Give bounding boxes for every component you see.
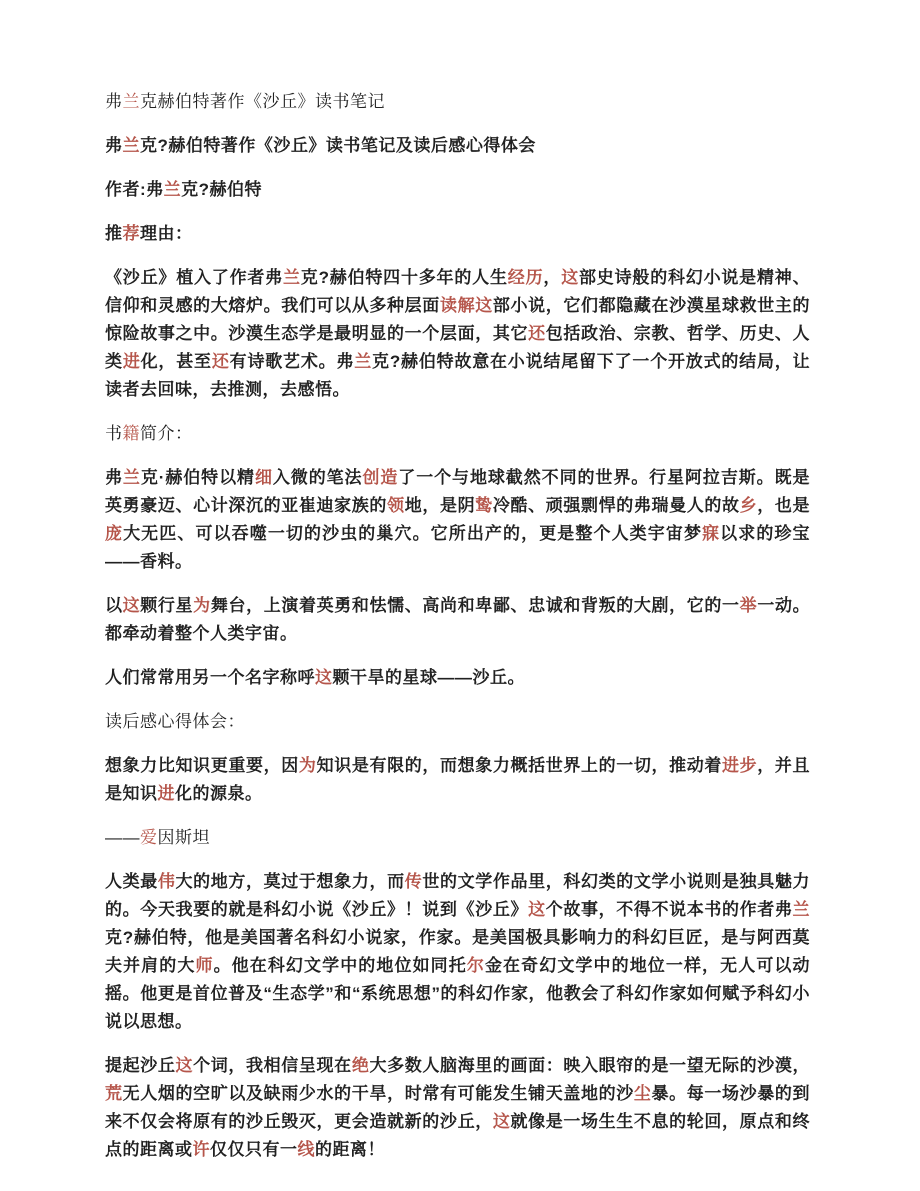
highlighted-text: 爱 [140,828,158,847]
highlighted-text: 这 [175,1056,194,1075]
text-segment: 金在奇幻文学中的地位一样，无人可以动摇。他更是首位普及“生态学”和“系统思想”的科幻作家，他教会了科幻作家如何赋予科幻小说以思想。 [105,956,811,1031]
highlighted-text: 创造 [362,468,399,487]
highlighted-text: 师 [195,956,214,975]
highlighted-text: 兰 [354,352,373,371]
highlighted-text: 兰 [163,180,182,199]
subtitle-line [105,132,810,160]
text-segment: 大的地方，莫过于想象力，而 [175,872,405,891]
text-segment: 。他在科幻文学中的地位如同托 [213,956,467,975]
highlighted-text: 荐 [122,224,140,243]
highlighted-text: 这 [315,668,333,687]
highlighted-text: 细 [254,468,273,487]
highlighted-text: 传 [404,872,423,891]
highlighted-text: 绝 [351,1056,370,1075]
stage-paragraph [105,592,810,648]
highlighted-text: 进 [157,784,175,803]
text-segment: 克?赫伯特 [181,180,263,199]
text-segment: 因斯坦 [157,828,210,847]
text-segment: 地，是阴 [404,496,476,515]
text-segment: 《沙丘》植入了作者弗 [105,268,283,287]
text-segment: 冷酷、顽强剽悍的弗瑞曼人的故 [492,496,740,515]
text-segment: 克·赫伯特以精 [140,468,255,487]
text-segment: 弗 [105,92,123,111]
highlighted-text: 这 [561,268,579,287]
author-line [105,176,810,204]
text-segment: ， [543,268,562,287]
einstein-attribution [105,824,810,852]
highlighted-text: 这 [528,900,546,919]
highlighted-text: 线 [297,1140,315,1159]
text-segment: 弗 [105,468,123,487]
text-segment: 部史诗般的科幻小说是精神、信仰和灵感的大熔炉。我们可以从多种层面 [105,268,811,315]
highlighted-text: 寐 [702,524,721,543]
highlighted-text: 兰 [282,268,301,287]
highlighted-text: 伟 [157,872,176,891]
highlighted-text: 这 [475,296,493,315]
text-segment: 一动。都牵动着整个人类宇宙。 [105,596,811,643]
text-segment: 了一个与地球截然不同的世界。行星阿拉吉斯。既是英勇豪迈、心计深沉的亚崔迪家族的 [105,468,811,515]
text-segment: 提起沙丘 [105,1056,176,1075]
text-segment: 作者:弗 [105,180,164,199]
highlighted-text: 兰 [122,468,141,487]
highlighted-text: 进步 [722,756,758,775]
text-segment: —— [105,828,140,847]
highlighted-text: 兰 [122,92,140,111]
text-segment: 的距离！ [315,1140,385,1159]
book-intro-paragraph [105,464,810,576]
highlighted-text: 进 [122,352,141,371]
text-segment: 克?赫伯特故意在小说结尾留下了一个开放式的结局，让读者去回味，去推测，去感悟。 [105,352,811,399]
title-line [105,88,810,116]
highlighted-text: 鸷 [475,496,493,515]
highlighted-text: 这 [122,596,141,615]
text-segment: 人们常常用另一个名字称呼 [105,668,315,687]
text-segment: 部小说，它们都隐藏在沙漠星球救世主的惊险故事之中。沙漠生态学是最明显的一个层面，其它 [105,296,811,343]
book-intro-heading [105,420,810,448]
text-segment: 简介： [140,424,193,443]
review-paragraph-2 [105,1052,810,1164]
highlighted-text: 这 [492,1112,511,1131]
text-segment: 就像是一场生生不息的轮回，原点和终点的距离或 [105,1112,811,1159]
text-segment: 有诗歌艺术。弗 [229,352,355,371]
text-segment: 化的源泉。 [175,784,263,803]
text-segment: ，也是 [757,496,811,515]
text-segment: 入微的笔法 [272,468,363,487]
text-segment: 仅仅只有一 [210,1140,298,1159]
text-segment: 书 [105,424,123,443]
einstein-quote-paragraph [105,752,810,808]
highlighted-text: 尘 [633,1084,652,1103]
highlighted-text: 尔 [466,956,485,975]
highlighted-text: 举 [739,596,758,615]
text-segment: 知识是有限的，而想象力概括世界上的一切，推动着 [316,756,723,775]
text-segment: 舞台，上演着英勇和怯懦、高尚和卑鄙、忠诚和背叛的大剧，它的一 [210,596,740,615]
highlighted-text: 还 [528,324,546,343]
text-segment: 无人烟的空旷以及缺雨少水的干旱，时常有可能发生铺天盖地的沙 [122,1084,634,1103]
text-segment: 以 [105,596,123,615]
highlighted-text: 兰 [792,900,811,919]
text-segment: 个故事，不得不说本书的作者弗 [545,900,793,919]
text-segment: 颗干旱的星球——沙丘。 [332,668,525,687]
review-paragraph-1 [105,868,810,1036]
text-segment: 克赫伯特著作《沙丘》读书笔记 [140,92,385,111]
highlighted-text: 领 [387,496,405,515]
highlighted-text: 为 [298,756,317,775]
text-segment: 克?赫伯特著作《沙丘》读书笔记及读后感心得体会 [140,136,536,155]
text-segment: 个词，我相信呈现在 [193,1056,352,1075]
text-segment: 弗 [105,136,123,155]
text-segment: 人类最 [105,872,158,891]
text-segment: 颗行星 [140,596,194,615]
text-segment: ，并且是知识 [105,756,811,803]
text-segment: 大无匹、可以吞噬一切的沙虫的巢穴。它所出产的，更是整个人类宇宙梦 [123,524,703,543]
highlighted-text: 籍 [122,424,140,443]
alt-name-line [105,664,810,692]
highlighted-text: 荒 [105,1084,123,1103]
highlighted-text: 经历 [507,268,544,287]
text-segment: 以求的珍宝——香料。 [105,524,811,571]
recommend-reason-heading [105,220,810,248]
text-segment: 大多数人脑海里的画面：映入眼帘的是一望无际的沙漠， [369,1056,811,1075]
highlighted-text: 还 [211,352,230,371]
review-heading [105,708,810,736]
highlighted-text: 庞 [105,524,124,543]
text-segment: 世的文学作品里，科幻类的文学小说则是独具魅力的。今天我要的就是科幻小说《沙丘》！说到《沙丘》 [105,872,811,919]
text-segment: 克?赫伯特，他是美国著名科幻小说家，作家。是美国极具影响力的科幻巨匠，是与阿西莫夫并肩的大 [105,928,810,975]
highlighted-text: 乡 [739,496,758,515]
text-segment: 包括政治、宗教、哲学、历史、人类 [105,324,811,371]
highlighted-text: 读解 [439,296,476,315]
recommend-reason-paragraph [105,264,810,404]
highlighted-text: 兰 [122,136,140,155]
text-segment: 读后感心得体会： [105,712,245,731]
highlighted-text: 为 [193,596,211,615]
document-body [105,88,810,1164]
highlighted-text: 许 [192,1140,210,1159]
text-segment: 暴。每一场沙暴的到来不仅会将原有的沙丘毁灭，更会造就新的沙丘， [105,1084,811,1131]
text-segment: 想象力比知识更重要，因 [105,756,299,775]
text-segment: 化，甚至 [140,352,212,371]
text-segment: 理由： [140,224,193,243]
text-segment: 推 [105,224,123,243]
text-segment: 克?赫伯特四十多年的人生 [300,268,508,287]
